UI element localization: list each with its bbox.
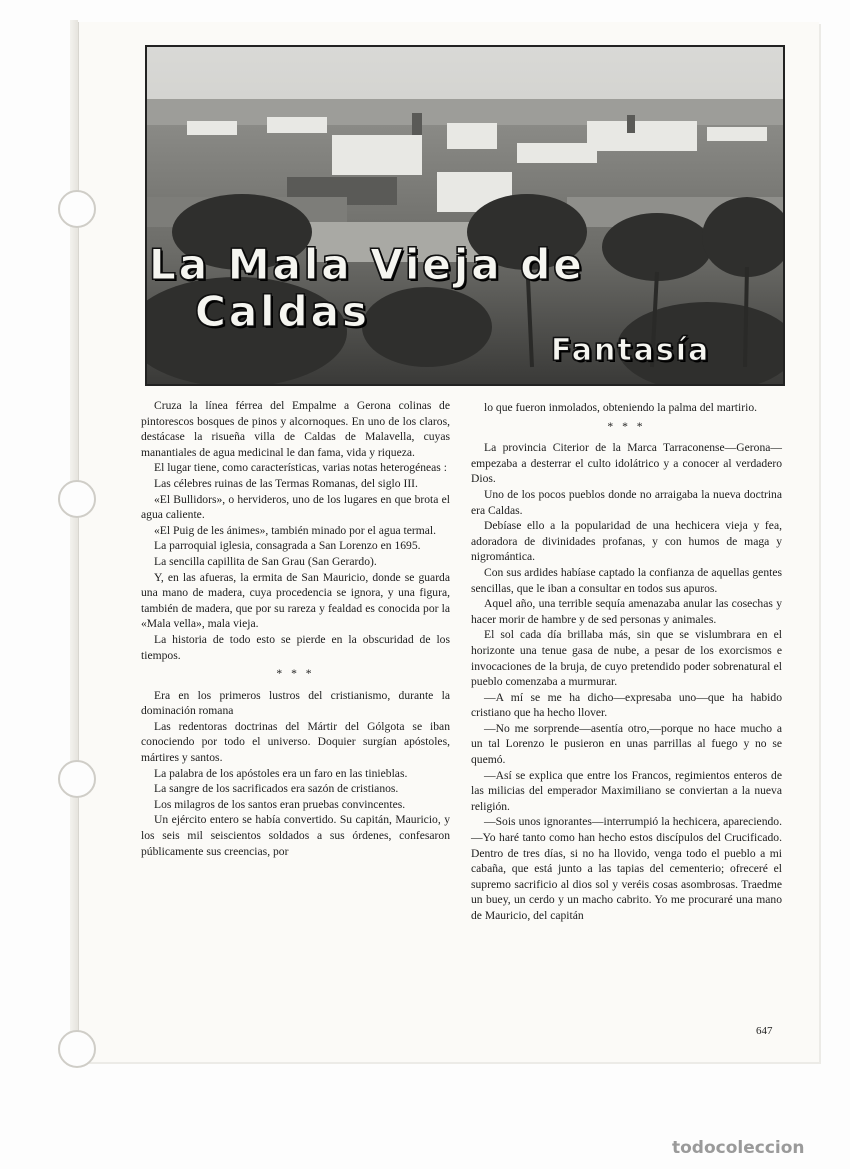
paragraph: Era en los primeros lustros del cristianismo, durante la dominación romana — [141, 688, 450, 718]
right-text-column — [471, 400, 782, 924]
paragraph: El sol cada día brillaba más, sin que se vislumbrara en el horizonte una tenue gasa de nube, a pesar de los exorcismos e invocaciones de la bruja, de cuyo pretendido poder sobrenatural el pueblo comenzaba a murmurar. — [471, 628, 782, 689]
page-number: 647 — [756, 1025, 773, 1037]
article-subtitle: Fantasía — [551, 333, 711, 368]
paragraph: La sangre de los sacrificados era sazón de cristianos. — [154, 782, 399, 796]
paragraph: La provincia Citerior de la Marca Tarraconense—Gerona—empezaba a desterrar el culto idolátrico y a conocer al verdadero Dios. — [471, 441, 782, 486]
watermark: todocoleccion — [672, 1138, 805, 1158]
page-edge — [70, 20, 78, 1065]
paragraph: —Sois unos ignorantes—interrumpió la hechicera, apareciendo.—Yo haré tanto como han hecho estos discípulos del Crucificado. Dentro de tres días, si no ha llovido, venga todo el pueblo a mi cabaña, que está junto a las tapias del cementerio; ofreceré el supremo sacrificio al dios sol y veréis cosas asombrosas. Traedme un buey, un cerdo y un macho cabrito. Yo me procuraré una mano de Mauricio, del capitán — [471, 815, 782, 922]
landscape-photograph — [145, 45, 785, 386]
paragraph: Y, en las afueras, la ermita de San Mauricio, donde se guarda una mano de madera, cuya procedencia se ignora, y una figura, también de madera, que por su rareza y fealdad es conocida por la «Mala vella», mala vieja. — [141, 570, 450, 631]
paragraph: Aquel año, una terrible sequía amenazaba anular las cosechas y hacer morir de hambre y de sed personas y animales. — [471, 597, 782, 626]
binding-hole — [58, 760, 96, 798]
paragraph: «El Bullidors», o hervideros, uno de los lugares en que brota el agua caliente. — [141, 492, 450, 522]
paragraph: La sencilla capillita de San Grau (San Gerardo). — [154, 554, 377, 568]
paragraph: Con sus ardides habíase captado la confianza de aquellas gentes sencillas, que le iban a consultar en todos sus apuros. — [471, 565, 782, 595]
paragraph: La parroquial iglesia, consagrada a San Lorenzo en 1695. — [154, 539, 421, 553]
paragraph: —No me sorprende—asentía otro,—porque no hace mucho a un tal Lorenzo le pusieron en unas parrillas al fuego y no se quemó. — [471, 721, 782, 767]
paragraph: Las célebres ruinas de las Termas Romanas, del siglo III. — [154, 476, 418, 490]
article-title-line-2: Caldas — [195, 287, 370, 336]
paragraph: —A mí se me ha dicho—expresaba uno—que ha habido cristiano que ha hecho llover. — [471, 690, 782, 720]
paragraph: La palabra de los apóstoles era un faro en las tinieblas. — [154, 766, 408, 780]
paragraph: Las redentoras doctrinas del Mártir del Gólgota se iban conociendo por todo el universo. Doquier surgían apóstoles, mártires y santos. — [141, 719, 450, 765]
section-separator: * * * — [276, 667, 315, 681]
binding-hole — [58, 1030, 96, 1068]
paragraph: Cruza la línea férrea del Empalme a Gerona colinas de pintorescos bosques de pinos y alcornoques. En uno de los claros, destácase la risueña villa de Caldas de Malavella, cuyas manantiales de agua medicinal le dan fama, vida y riqueza. — [141, 399, 450, 459]
paragraph: Uno de los pocos pueblos donde no arraigaba la nueva doctrina era Caldas. — [471, 487, 782, 517]
paragraph: lo que fueron inmolados, obteniendo la palma del martirio. — [484, 401, 758, 414]
paragraph: —Así se explica que entre los Francos, regimientos enteros de las milicias del emperador Maximiliano se conviertan a la nueva religión. — [471, 768, 782, 813]
binding-hole — [58, 190, 96, 228]
paragraph: El lugar tiene, como características, varias notas heterogéneas : — [154, 461, 447, 475]
paragraph: La historia de todo esto se pierde en la obscuridad de los tiempos. — [141, 632, 450, 662]
binding-hole — [58, 480, 96, 518]
article-title-line-1: La Mala Vieja de — [149, 240, 585, 289]
paragraph: Un ejército entero se había convertido. Su capitán, Mauricio, y los seis mil seiscientos soldados a sus órdenes, confesaron públicamente sus creencias, por — [141, 813, 450, 858]
left-text-column — [141, 398, 450, 859]
paragraph: Debíase ello a la popularidad de una hechicera vieja y fea, adoradora de divinidades profanas, y con humos de maga y nigromántica. — [471, 519, 782, 564]
paragraph: Los milagros de los santos eran pruebas convincentes. — [154, 797, 406, 811]
section-separator: * * * — [607, 419, 646, 433]
paragraph: «El Puig de les ánimes», también minado por el agua termal. — [154, 523, 437, 537]
